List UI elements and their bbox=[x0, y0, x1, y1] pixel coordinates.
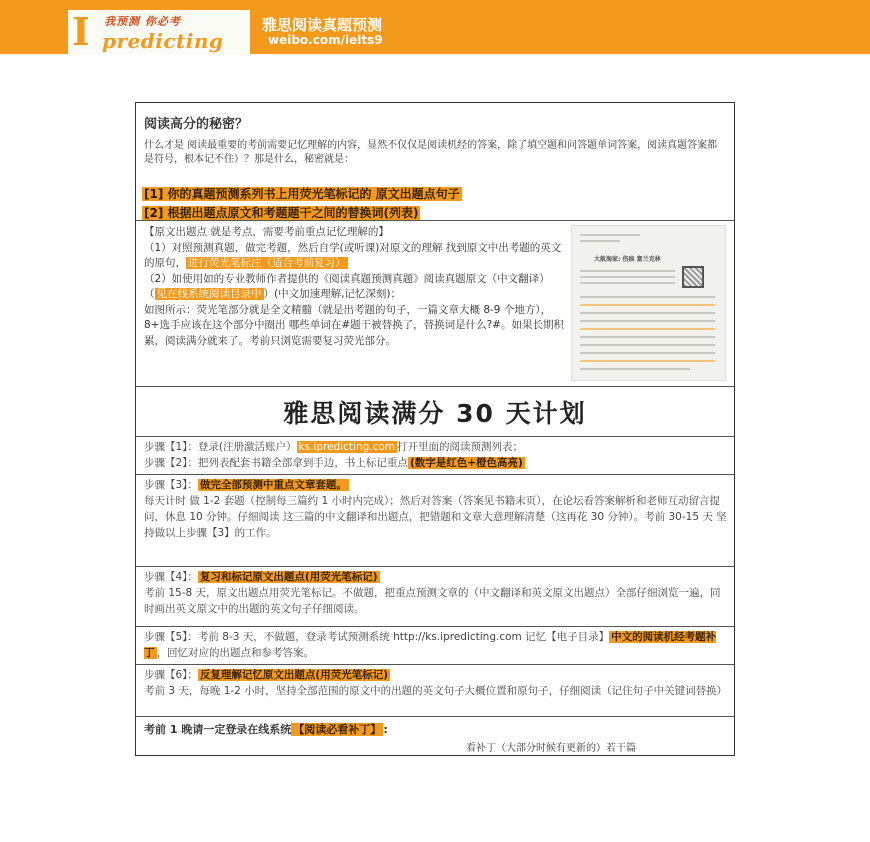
intro-section bbox=[136, 103, 734, 221]
step-4-label: 步骤【4】： bbox=[144, 571, 198, 583]
explain-line-4: 如图所示：荧光笔部分就是全文精髓（就是出考题的句子，一篇文章大概 8-9 个地方），8+选手应该在这个部分中圈出 哪些单词在#题干被替换了，替换词是什么?#。如果长期积累，阅读满分就来了。考前只浏览需要复习荧光部分。 bbox=[144, 303, 564, 347]
step-3-body: 每天计时 做 1-2 套题（控制每三篇约 1 小时内完成）；然后对答案（答案见书籍末页），在论坛看答案解析和老师互动留言提问，休息 10 分钟。仔细阅读 这三篇的中文翻译和出题点，把错题和文章大意理解清楚（这再花 30 分钟）。考前 30-15 天 坚持做以上步骤【3】的工作。 bbox=[144, 495, 727, 539]
banner-weibo-link[interactable]: weibo.com/ielts9 bbox=[268, 33, 383, 47]
explain-text bbox=[144, 225, 564, 349]
step-4-highlight: 复习和标记原文出题点(用荧光笔标记) bbox=[199, 571, 378, 583]
step-6-section bbox=[136, 665, 734, 717]
online-catalog-highlight: 见在线系统阅读目录中 bbox=[156, 288, 262, 300]
step-3-section bbox=[136, 475, 734, 567]
explain-line-2: （1）对照预测真题，做完考题，然后自学(或听课)对原文的理解 找到原文中出考题的英文的原句， 进行荧光笔标注（适合考前复习） bbox=[144, 241, 562, 269]
intro-paragraph: 什么才是 阅读最重要的考前需要记忆理解的内容，显然不仅仅是阅读机经的答案，除了填空题和问答题单词答案，阅读真题答案都是符号，根本记不住）？那是什么，秘密就是： bbox=[144, 140, 718, 165]
plan-title: 雅思阅读满分 30 天计划 bbox=[283, 398, 587, 428]
step-5: 步骤【5】：考前 8-3 天，不做题，登录考试预测系统 http://ks.ipredicting.com 记忆【电子目录】 中文的阅读机经考题补丁 ，回忆对应的出题点和参考答案。 bbox=[144, 631, 717, 659]
explain-section bbox=[136, 221, 734, 387]
logo-slogan: 我预测 你必考 bbox=[104, 15, 181, 28]
step-4-section bbox=[136, 567, 734, 627]
sample-page-thumbnail bbox=[571, 225, 726, 381]
explain-line-3: （2）如使用如的专业教师作者提供的《阅读真题预测真题》阅读真题原文（中文翻译）（ 见在线系统阅读目录中 ）(中文加速理解,记忆深刻)； bbox=[144, 272, 550, 300]
qr-code-icon bbox=[682, 266, 704, 288]
plan-title-section bbox=[136, 387, 734, 437]
step-6-label: 步骤【6】： bbox=[144, 669, 198, 681]
highlight-note: 进行荧光笔标注（适合考前复习） bbox=[188, 257, 346, 269]
explain-line-1: 【原文出题点 就是考点，需要考前重点记忆理解的】 bbox=[144, 226, 389, 238]
step-6-highlight: 反复理解记忆原文出题点(用荧光笔标记) bbox=[199, 669, 389, 681]
step-6-body: 考前 3 天，每晚 1-2 小时，坚持全部范围的原文中的出题的英文句子大概位置和原句子，仔细阅读（记住句子中关键词替换） bbox=[144, 685, 728, 697]
banner-title: 雅思阅读真题预测 bbox=[262, 16, 383, 34]
step-5-section bbox=[136, 627, 734, 665]
logo-letter: I bbox=[72, 9, 90, 54]
steps-1-2 bbox=[136, 437, 734, 475]
step-5-highlight: 中文的阅读机经考题补丁 bbox=[144, 631, 717, 659]
logo bbox=[68, 10, 250, 54]
final-note: 看补丁（大部分时候有更新的）若干篇 bbox=[466, 743, 636, 754]
final-highlight: 【阅读必看补丁】 bbox=[293, 723, 382, 736]
intro-title: 阅读高分的秘密？ bbox=[144, 117, 249, 132]
secret-item-2: [2] 根据出题点原文和考题题干之间的替换词(列表) bbox=[144, 206, 419, 220]
step-2: 步骤【2】：把列表配套书籍全部拿到手边，书上标记重点 (数字是红色+橙色高亮) bbox=[144, 457, 523, 469]
step-3-highlight: 做完全部预测中重点文章套题。 bbox=[199, 479, 347, 491]
header-banner bbox=[0, 0, 870, 54]
document-frame bbox=[135, 102, 735, 756]
final-note-section bbox=[136, 717, 734, 757]
secret-item-1: [1] 你的真题预测系列书上用荧光笔标记的 原文出题点句子 bbox=[144, 187, 460, 201]
logo-wordmark: predicting bbox=[102, 29, 224, 53]
ks-link[interactable]: ks.ipredicting.com bbox=[298, 441, 396, 453]
step-3-label: 步骤【3】： bbox=[144, 479, 198, 491]
step-1: 步骤【1】：登录(注册激活账户） ks.ipredicting.com 打开里面的阅读预测列表； bbox=[144, 441, 524, 453]
step-2-highlight: (数字是红色+橙色高亮) bbox=[409, 457, 523, 469]
step-4-body: 考前 15-8 天，原文出题点用荧光笔标记。不做题，把重点预测文章的（中文翻译和英文原文出题点）全部仔细浏览一遍，同时画出英文原文中的出题的英文句子仔细阅读。 bbox=[144, 587, 721, 615]
final-line: 考前 1 晚请一定登录在线系统 【阅读必看补丁】 : bbox=[144, 723, 388, 736]
thumbnail-heading: 大航海家: 伤痕 富兰克林 bbox=[594, 256, 661, 263]
